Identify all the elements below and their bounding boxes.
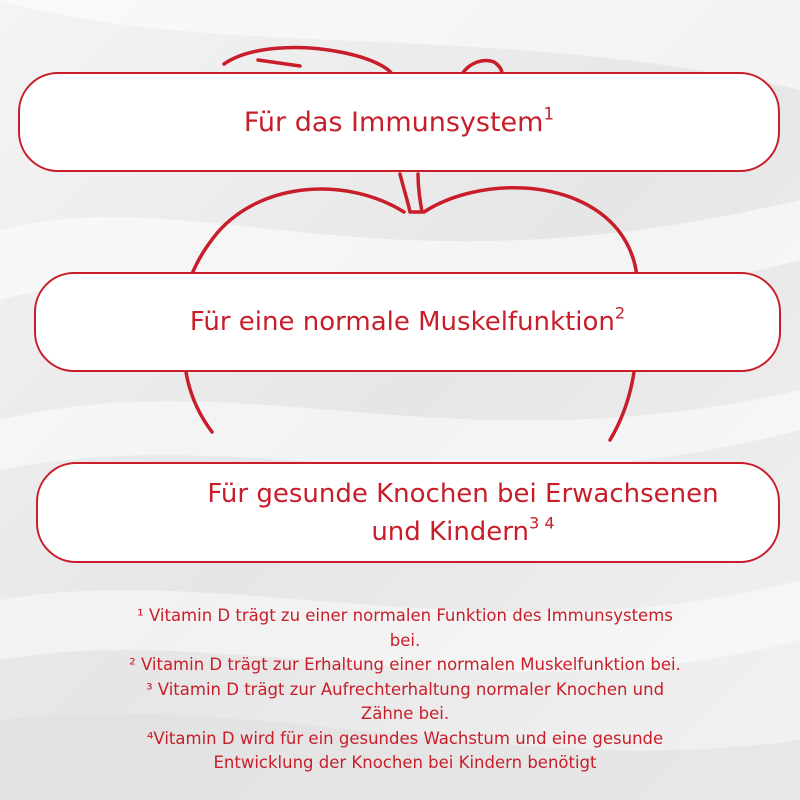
footnote-2: ² Vitamin D trägt zur Erhaltung einer normalen Muskelfunktion bei.	[129, 655, 681, 674]
footnote-ref: 2	[614, 303, 626, 323]
footnote-4-line-1: ⁴Vitamin D wird für ein gesundes Wachstum und eine gesunde	[146, 728, 664, 748]
benefit-text: Für gesunde Knochen bei Erwachsenen und Kindern$^{3 4}$	[207, 478, 719, 547]
footnote-3-line-1: ³ Vitamin D trägt zur Aufrechterhaltung normaler Knochen und	[145, 679, 665, 699]
benefit-text: Für eine normale Muskelfunktion$^2$	[189, 303, 626, 337]
benefit-text: Für das Immunsystem$^1$	[243, 102, 555, 138]
footnotes	[60, 604, 750, 776]
footnote-ref: 3 4	[529, 513, 555, 533]
footnote-ref: 1	[543, 102, 555, 123]
footnote-1-line-2: bei.	[389, 630, 421, 650]
footnote-1-line-1: ¹ Vitamin D trägt zu einer normalen Funktion des Immunsystems	[137, 606, 673, 625]
benefit-pill-bones	[36, 462, 780, 563]
footnote-4-line-2: Entwicklung der Knochen bei Kindern benötigt	[213, 753, 597, 772]
footnote-3-line-2: Zähne bei.	[360, 704, 450, 723]
benefit-pill-muscle	[34, 272, 781, 372]
benefit-pill-immune	[18, 72, 780, 172]
